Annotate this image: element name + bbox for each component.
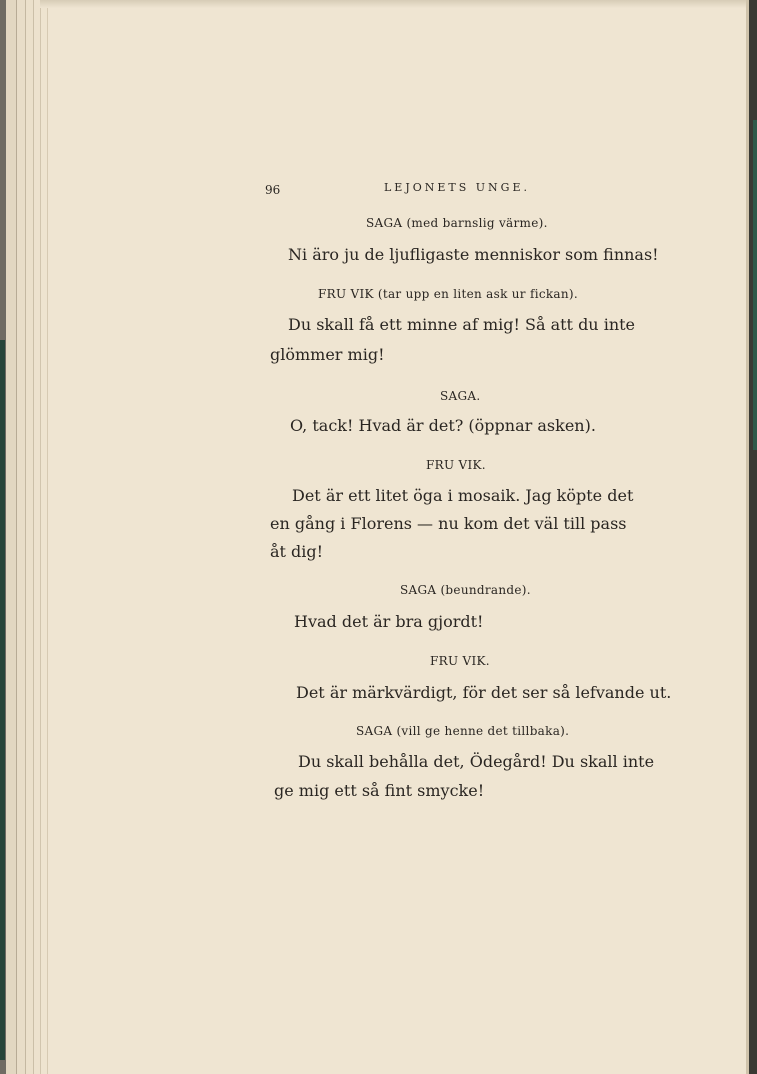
page-edge <box>41 0 48 1074</box>
speech-line: Du skall behålla det, Ödegård! Du skall inte <box>298 752 655 771</box>
speech-line: Hvad det är bra gjordt! <box>294 612 484 631</box>
speech-line: Det är märkvärdigt, för det ser så lefvande ut. <box>296 683 672 702</box>
page-edge <box>26 0 34 1074</box>
speech-line: Det är ett litet öga i mosaik. Jag köpte det <box>292 486 634 505</box>
speech-line: O, tack! Hvad är det? (öppnar asken). <box>290 416 596 435</box>
speaker-line: SAGA. <box>440 389 481 403</box>
page-edge <box>34 0 41 1074</box>
speech-line: åt dig! <box>270 542 324 561</box>
speaker-line: SAGA (vill ge henne det tillbaka). <box>356 724 570 738</box>
cover-lining <box>753 120 757 450</box>
page-edge <box>17 0 26 1074</box>
speech-line: Du skall få ett minne af mig! Så att du inte <box>288 315 636 334</box>
speech-line: ge mig ett så fint smycke! <box>274 781 485 800</box>
speaker-line: FRU VIK. <box>426 458 486 472</box>
page-edge <box>6 0 17 1074</box>
speaker-line: FRU VIK. <box>430 654 490 668</box>
speaker-line: FRU VIK (tar upp en liten ask ur fickan). <box>318 287 579 301</box>
running-title: LEJONETS UNGE. <box>384 181 530 194</box>
speaker-line: SAGA (med barnslig värme). <box>366 216 548 230</box>
page-top-edge <box>40 0 757 8</box>
speech-line: en gång i Florens — nu kom det väl till pass <box>270 514 627 533</box>
speaker-line: SAGA (beundrande). <box>400 583 531 597</box>
speech-line: glömmer mig! <box>270 345 385 364</box>
speech-line: Ni äro ju de ljufligaste menniskor som finnas! <box>288 245 659 264</box>
page-number: 96 <box>265 183 281 197</box>
book-binding <box>0 340 5 1060</box>
